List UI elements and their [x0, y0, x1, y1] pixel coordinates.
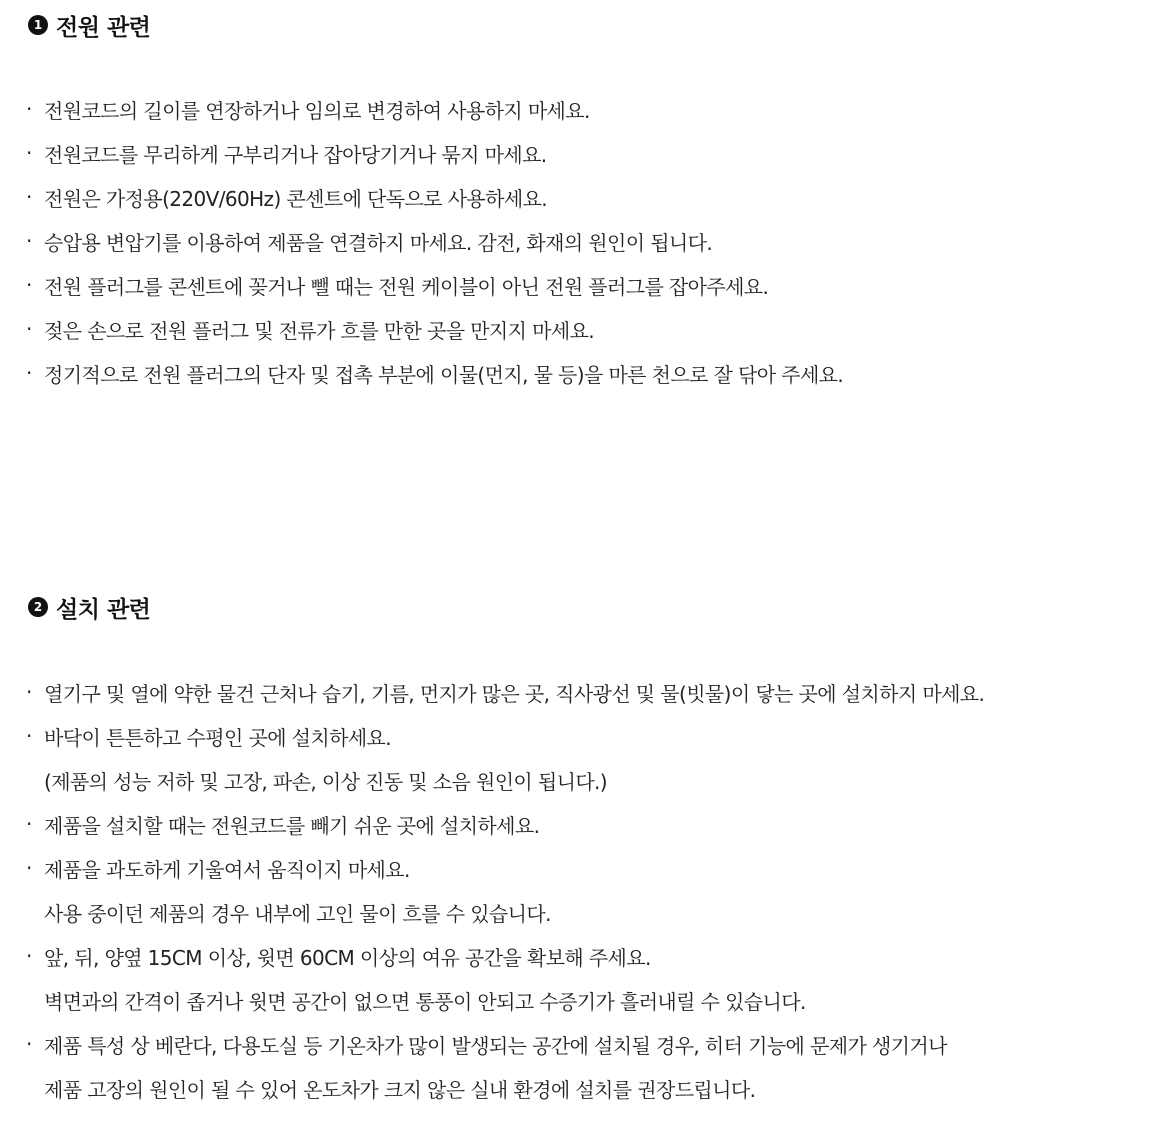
list-item: · 전원은 가정용(220V/60Hz) 콘센트에 단독으로 사용하세요.: [26, 185, 548, 211]
section-number-badge: 1: [28, 15, 48, 35]
list-item: · 제품 특성 상 베란다, 다용도실 등 기온차가 많이 발생되는 공간에 설치될 경우, 히터 기능에 문제가 생기거나: [26, 1032, 947, 1058]
list-item: · 바닥이 튼튼하고 수평인 곳에 설치하세요.: [26, 724, 392, 750]
section-header: [28, 10, 150, 40]
list-item: · 전원코드의 길이를 연장하거나 임의로 변경하여 사용하지 마세요.: [26, 97, 590, 123]
bullet: ·: [26, 141, 32, 165]
bullet: ·: [26, 361, 32, 385]
bullet: ·: [26, 229, 32, 253]
bullet: ·: [26, 944, 32, 968]
list-item: · 열기구 및 열에 약한 물건 근처나 습기, 기름, 먼지가 많은 곳, 직사광선 및 물(빗물)이 닿는 곳에 설치하지 마세요.: [26, 680, 985, 706]
list-item: · 앞, 뒤, 양옆 15CM 이상, 윗면 60CM 이상의 여유 공간을 확보해 주세요.: [26, 944, 651, 970]
list-item: · 정기적으로 전원 플러그의 단자 및 접촉 부분에 이물(먼지, 물 등)을 마른 천으로 잘 닦아 주세요.: [26, 361, 844, 387]
bullet: ·: [26, 1032, 32, 1056]
bullet: ·: [26, 724, 32, 748]
list-item-continuation: 제품 고장의 원인이 될 수 있어 온도차가 크지 않은 실내 환경에 설치를 권장드립니다.: [44, 1077, 756, 1102]
section-header: [28, 592, 150, 622]
list-item: · 제품을 과도하게 기울여서 움직이지 마세요.: [26, 856, 410, 882]
bullet: ·: [26, 317, 32, 341]
bullet: ·: [26, 680, 32, 704]
list-item-continuation: 벽면과의 간격이 좁거나 윗면 공간이 없으면 통풍이 안되고 수증기가 흘러내릴 수 있습니다.: [44, 989, 806, 1014]
list-item: · 제품을 설치할 때는 전원코드를 빼기 쉬운 곳에 설치하세요.: [26, 812, 540, 838]
list-item-continuation: (제품의 성능 저하 및 고장, 파손, 이상 진동 및 소음 원인이 됩니다.): [44, 769, 608, 794]
section-title: 전원 관련: [56, 14, 151, 41]
list-item: · 전원코드를 무리하게 구부리거나 잡아당기거나 묶지 마세요.: [26, 141, 547, 167]
section-number-badge: 2: [28, 597, 48, 617]
list-item-continuation: 사용 중이던 제품의 경우 내부에 고인 물이 흐를 수 있습니다.: [44, 901, 551, 926]
bullet: ·: [26, 185, 32, 209]
list-item: · 젖은 손으로 전원 플러그 및 전류가 흐를 만한 곳을 만지지 마세요.: [26, 317, 595, 343]
bullet: ·: [26, 812, 32, 836]
list-item: · 전원 플러그를 콘센트에 꽂거나 뺄 때는 전원 케이블이 아닌 전원 플러그를 잡아주세요.: [26, 273, 769, 299]
list-item: · 승압용 변압기를 이용하여 제품을 연결하지 마세요. 감전, 화재의 원인이 됩니다.: [26, 229, 713, 255]
bullet: ·: [26, 856, 32, 880]
section-title: 설치 관련: [56, 596, 151, 623]
bullet: ·: [26, 97, 32, 121]
bullet: ·: [26, 273, 32, 297]
